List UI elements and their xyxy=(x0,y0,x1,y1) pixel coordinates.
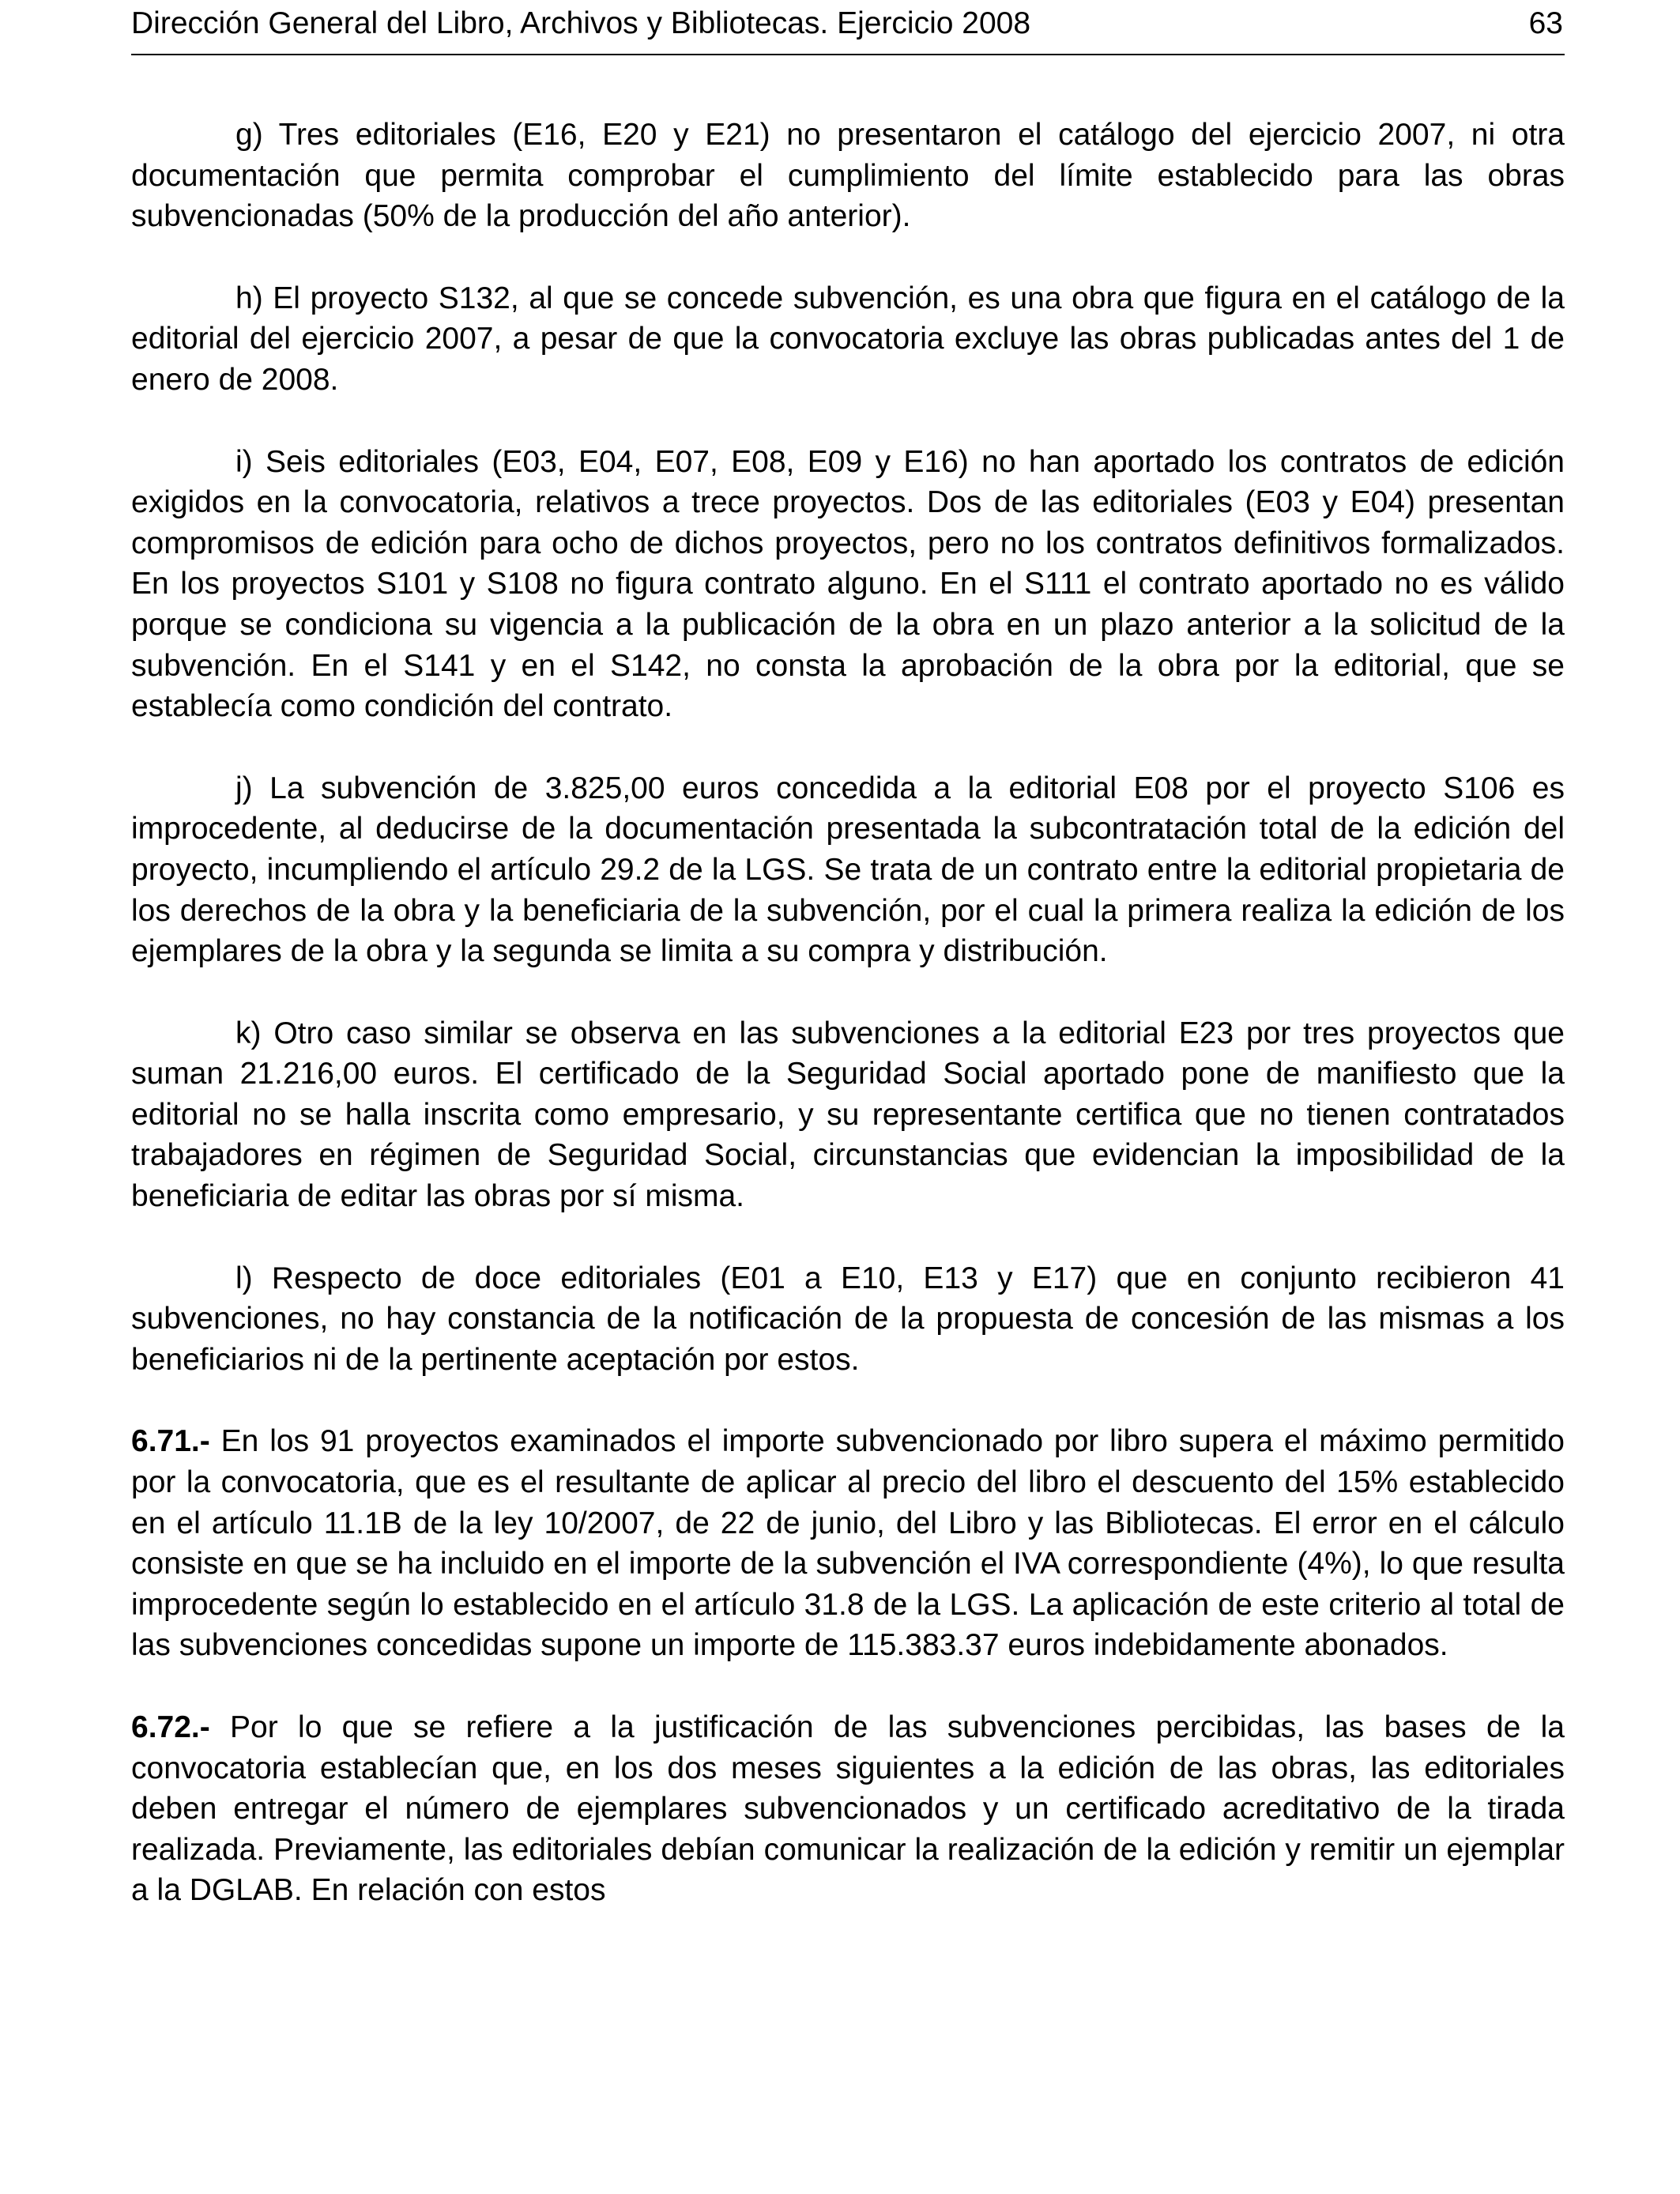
paragraph-text: h) El proyecto S132, al que se concede subvención, es una obra que figura en el catálogo de la editorial del ejercicio 2007, a pesar de que la convocatoria excluye las obras publicadas antes del 1 de enero de 2008. xyxy=(131,281,1565,397)
paragraph-text: k) Otro caso similar se observa en las subvenciones a la editorial E23 por tres proyectos que suman 21.216,00 euros. El certificado de la Seguridad Social aportado pone de manifiesto que la editorial no se halla inscrita como empresario, y su representante certifica que no tienen contratados trabajadores en régimen de Seguridad Social, circunstancias que evidencian la imposibilidad de la beneficiaria de editar las obras por sí misma. xyxy=(131,1016,1565,1214)
paragraph-j xyxy=(131,768,1565,972)
section-number: 6.72.- xyxy=(131,1710,210,1744)
section-text: Por lo que se refiere a la justificación de las subvenciones percibidas, las bases de la convocatoria establecían que, en los dos meses siguientes a la edición de las obras, las editoriales deben entregar el número de ejemplares subvencionados y un certificado acreditativo de la tirada realizada. Previamente, las editoriales debían comunicar la realización de la edición y remitir un ejemplar a la DGLAB. En relación con estos xyxy=(131,1710,1565,1908)
paragraph-i xyxy=(131,442,1565,727)
page-number: 63 xyxy=(1528,6,1563,40)
section-number: 6.71.- xyxy=(131,1424,210,1459)
section-6-71 xyxy=(131,1421,1565,1666)
section-text: En los 91 proyectos examinados el importe subvencionado por libro supera el máximo permitido por la convocatoria, que es el resultante de aplicar al precio del libro el descuento del 15% establecido en el artículo 11.1B de la ley 10/2007, de 22 de junio, del Libro y las Bibliotecas. El error en el cálculo consiste en que se ha incluido en el importe de la subvención el IVA correspondiente (4%), lo que resulta improcedente según lo establecido en el artículo 31.8 de la LGS. La aplicación de este criterio al total de las subvenciones concedidas supone un importe de 115.383.37 euros indebidamente abonados. xyxy=(131,1424,1565,1663)
paragraph-text: i) Seis editoriales (E03, E04, E07, E08, E09 y E16) no han aportado los contratos de edición exigidos en la convocatoria, relativos a trece proyectos. Dos de las editoriales (E03 y E04) presentan compromisos de edición para ocho de dichos proyectos, pero no los contratos definitivos formalizados. En los proyectos S101 y S108 no figura contrato alguno. En el S111 el contrato aportado no es válido porque se condiciona su vigencia a la publicación de la obra en un plazo anterior a la solicitud de la subvención. En el S141 y en el S142, no consta la aprobación de la obra por la editorial, que se establecía como condición del contrato. xyxy=(131,444,1565,724)
paragraph-text: j) La subvención de 3.825,00 euros concedida a la editorial E08 por el proyecto S106 es improcedente, al deducirse de la documentación presentada la subcontratación total de la edición del proyecto, incumpliendo el artículo 29.2 de la LGS. Se trata de un contrato entre la editorial propietaria de los derechos de la obra y la beneficiaria de la subvención, por el cual la primera realiza la edición de los ejemplares de la obra y la segunda se limita a su compra y distribución. xyxy=(131,771,1565,969)
paragraph-text: g) Tres editoriales (E16, E20 y E21) no presentaron el catálogo del ejercicio 2007, ni otra documentación que permita comprobar el cumplimiento del límite establecido para las obras subvencionadas (50% de la producción del año anterior). xyxy=(131,118,1565,234)
paragraph-h xyxy=(131,278,1565,401)
paragraph-text: l) Respecto de doce editoriales (E01 a E10, E13 y E17) que en conjunto recibieron 41 subvenciones, no hay constancia de la notificación de la propuesta de concesión de las mismas a los beneficiarios ni de la pertinente aceptación por estos. xyxy=(131,1261,1565,1377)
section-6-72 xyxy=(131,1707,1565,1911)
page-header xyxy=(131,0,1565,55)
paragraph-l xyxy=(131,1258,1565,1381)
paragraph-k xyxy=(131,1013,1565,1217)
paragraph-g xyxy=(131,115,1565,237)
header-title: Dirección General del Libro, Archivos y Bibliotecas. Ejercicio 2008 xyxy=(131,6,1031,40)
document-body xyxy=(131,115,1565,1952)
